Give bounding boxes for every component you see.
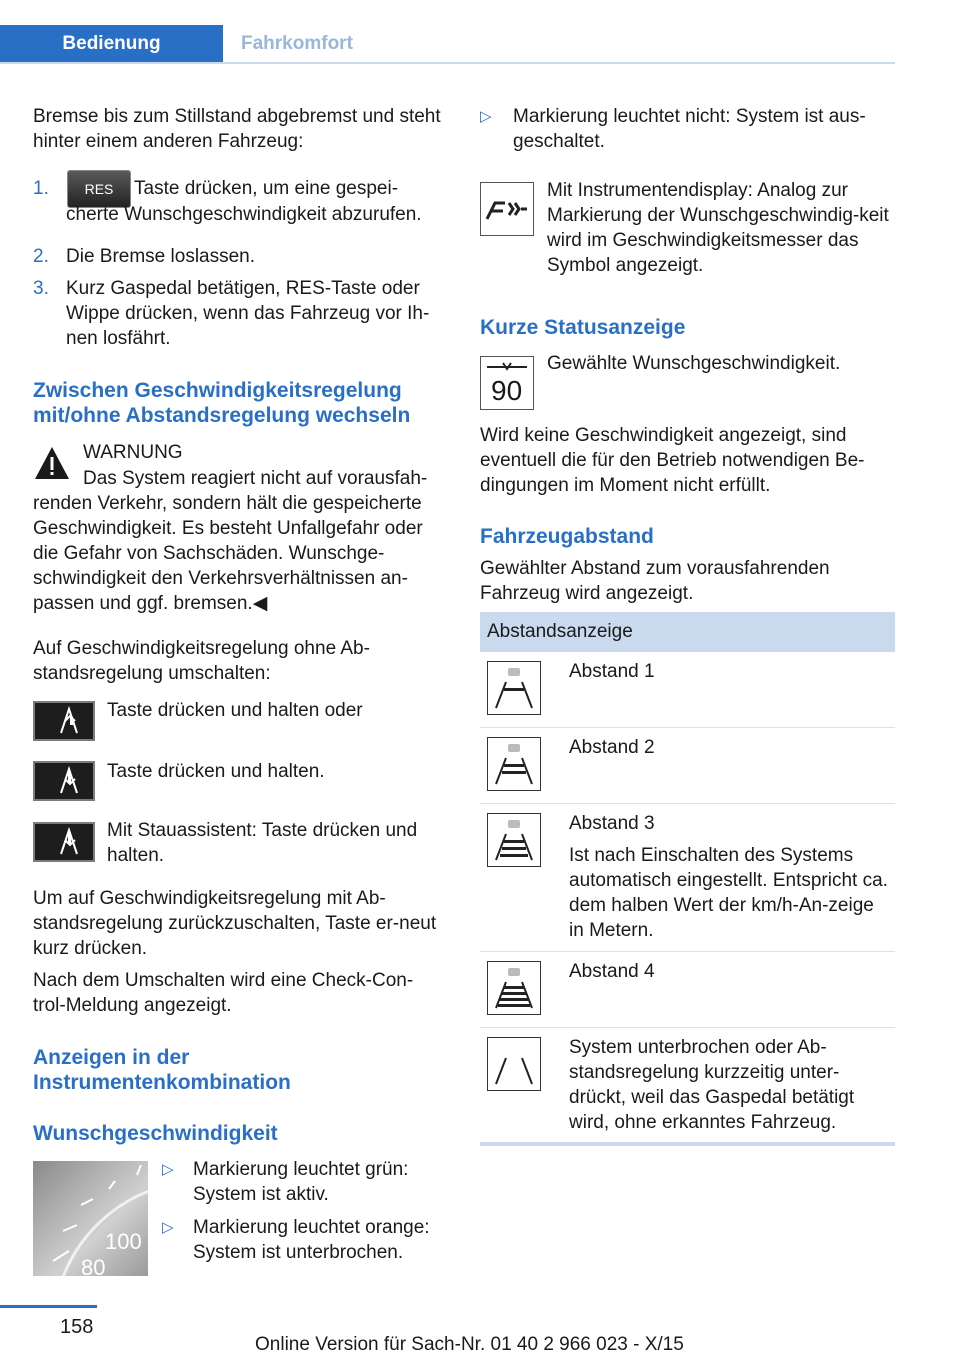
status-text: Gewählte Wunschgeschwindigkeit. <box>547 353 841 374</box>
distance-3-label: Abstand 3 <box>569 813 655 834</box>
bullet-marker-icon: ▷ <box>162 1161 174 1178</box>
heading-instrument-display: Anzeigen in der Instrumentenkombination <box>33 1046 291 1094</box>
instrument-display-text: Mit Instrumentendisplay: Analog zur Markierung der Wunschgeschwindig-keit wird im Geschwindigkeitsmesser das Symbol angezeigt. <box>547 180 889 276</box>
distance-1-label: Abstand 1 <box>569 661 655 682</box>
step-3: 3. Kurz Gaspedal betätigen, RES-Taste oder Wippe drücken, wenn das Fahrzeug vor Ih-nen losfährt. <box>33 278 430 349</box>
online-version: Online Version für Sach-Nr. 01 40 2 966 023 - X/15 <box>255 1334 684 1355</box>
row-divider <box>480 951 895 952</box>
step-1: 1. RES Taste drücken, um eine gespei- cherte Wunschgeschwindigkeit abzurufen. <box>33 176 443 228</box>
system-interrupted-label: System unterbrochen oder Ab-standsregelung kurzzeitig unter-drückt, weil das Gaspedal betätigt wird, ohne erkanntes Fahrzeug. <box>569 1037 855 1133</box>
distance-3-cell <box>569 811 889 943</box>
distance-4-label: Abstand 4 <box>569 961 655 982</box>
status-speed-value: 90 <box>491 375 523 406</box>
row-divider <box>480 1027 895 1028</box>
traffic-jam-key-icon <box>33 822 95 862</box>
warning-text-block <box>33 466 443 616</box>
speedometer-image <box>33 1161 148 1276</box>
bullet-orange: ▷ Markierung leuchtet orange: System ist unterbrochen. <box>162 1217 430 1263</box>
key-row-1-text: Taste drücken und halten oder <box>107 700 363 721</box>
page-number: 158 <box>60 1316 94 1338</box>
res-key-icon: RES <box>67 170 131 208</box>
status-bullets <box>162 1157 452 1265</box>
distance-4-icon <box>487 961 541 1015</box>
bullet-marker-icon: ▷ <box>480 108 492 125</box>
check-control-text: Nach dem Umschalten wird eine Check-Con-trol-Meldung angezeigt. <box>33 970 414 1016</box>
bullet-green: ▷ Markierung leuchtet grün: System ist aktiv. <box>162 1159 409 1205</box>
warning-text: Das System reagiert nicht auf vorausfah-renden Verkehr, sondern hält die gespeicherte Geschwindigkeit. Es besteht Unfallgefahr oder die Gefahr von Sachschäden. Wunschge-schwindigkeit den Verkehrsverhältnissen an-passen und ggf. bremsen.◀ <box>33 468 428 614</box>
steps-list <box>33 176 443 351</box>
distance-intro: Gewählter Abstand zum vorausfahrenden Fahrzeug wird angezeigt. <box>480 558 830 604</box>
status-speed-icon <box>480 356 534 410</box>
distance-3-note: Ist nach Einschalten des Systems automatisch eingestellt. Entspricht ca. dem halben Wert der km/h-An-zeige in Metern. <box>569 845 888 941</box>
footer-rule <box>0 1305 97 1308</box>
table-bottom-border <box>480 1142 895 1146</box>
distance-table-header: Abstandsanzeige <box>480 612 895 652</box>
heading-desired-speed: Wunschgeschwindigkeit <box>33 1122 278 1145</box>
distance-1-icon <box>487 661 541 715</box>
gauge-label-80: 80 <box>81 1255 106 1276</box>
step-2: 2. Die Bremse loslassen. <box>33 246 256 267</box>
distance-2-label: Abstand 2 <box>569 737 655 758</box>
no-speed-text: Wird keine Geschwindigkeit angezeigt, sind eventuell die für den Betrieb notwendigen Be-dingungen im Moment nicht erfüllt. <box>480 425 865 496</box>
row-divider <box>480 727 895 728</box>
instrument-display-text-block <box>480 178 895 278</box>
distance-key-icon <box>33 761 95 801</box>
heading-short-status: Kurze Statusanzeige <box>480 316 686 339</box>
intro-text: Bremse bis zum Stillstand abgebremst und steht hinter einem anderen Fahrzeug: <box>33 106 441 152</box>
lane-assist-key-icon <box>33 701 95 741</box>
tab-bedienung[interactable]: Bedienung <box>0 25 223 62</box>
key-row-2-text: Taste drücken und halten. <box>107 761 325 782</box>
distance-2-icon <box>487 737 541 791</box>
distance-3-icon <box>487 813 541 867</box>
heading-vehicle-distance: Fahrzeugabstand <box>480 525 654 548</box>
heading-switch-mode: Zwischen Geschwindigkeitsregelung mit/ohne Abstandsregelung wechseln <box>33 379 411 427</box>
key-row-3-text: Mit Stauassistent: Taste drücken und halten. <box>107 820 418 866</box>
system-interrupted-icon <box>487 1037 541 1091</box>
gauge-label-100: 100 <box>105 1229 142 1254</box>
switch-back-text: Um auf Geschwindigkeitsregelung mit Ab-standsregelung zurückzuschalten, Taste er-neut kurz drücken. <box>33 888 437 959</box>
tab-fahrkomfort[interactable]: Fahrkomfort <box>241 33 353 54</box>
switch-intro: Auf Geschwindigkeitsregelung ohne Ab-standsregelung umschalten: <box>33 638 370 684</box>
warning-title: WARNUNG <box>83 442 183 463</box>
bullet-off: ▷ Markierung leuchtet nicht: System ist aus-geschaltet. <box>480 106 866 152</box>
bullet-marker-icon: ▷ <box>162 1219 174 1236</box>
chapter-tabs <box>0 25 895 64</box>
row-divider <box>480 803 895 804</box>
